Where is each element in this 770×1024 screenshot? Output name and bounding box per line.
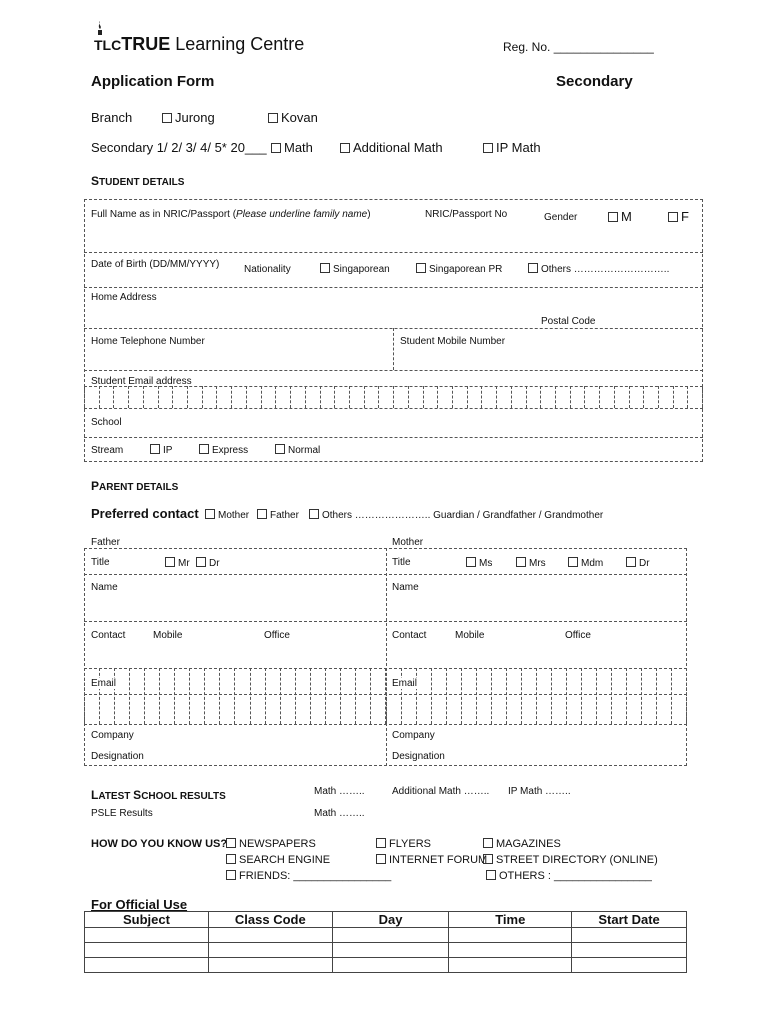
checkbox[interactable] (376, 854, 386, 864)
checkbox[interactable] (257, 509, 267, 519)
parent-details-heading: PARENT DETAILS (91, 479, 179, 493)
checkbox[interactable] (320, 263, 330, 273)
subject-additional-math[interactable]: Additional Math (340, 140, 443, 155)
results-heading: LATEST SCHOOL RESULTS (91, 788, 226, 802)
checkbox[interactable] (528, 263, 538, 273)
checkbox[interactable] (309, 509, 319, 519)
checkbox[interactable] (626, 557, 636, 567)
table-header-row (85, 912, 687, 928)
col-class-code: Class Code (208, 912, 332, 928)
father-designation-label: Designation (91, 751, 144, 762)
brand-mark: TLC (94, 37, 122, 53)
mother-email-label: Email (392, 678, 418, 689)
mother-contact-label: Contact (392, 630, 427, 641)
results-add-math: Additional Math …….. (392, 786, 490, 797)
father-mobile-label: Mobile (153, 630, 183, 641)
psle-math: Math …….. (314, 808, 365, 819)
checkbox[interactable] (486, 870, 496, 880)
postal-code-label: Postal Code (541, 316, 596, 327)
student-email-label: Student Email address (91, 376, 192, 387)
checkbox[interactable] (516, 557, 526, 567)
results-math: Math …….. (314, 786, 365, 797)
checkbox[interactable] (196, 557, 206, 567)
father-email-grid[interactable] (84, 668, 386, 724)
mother-title-label: Title (392, 557, 411, 568)
father-office-label: Office (264, 630, 290, 641)
mother-name-label: Name (392, 582, 419, 593)
dob-label: Date of Birth (DD/MM/YYYY) (91, 259, 220, 270)
stream-label: Stream (91, 445, 124, 456)
checkbox[interactable] (226, 854, 236, 864)
gender-m[interactable]: M (608, 209, 632, 224)
table-row (85, 943, 687, 958)
father-name-label: Name (91, 582, 118, 593)
checkbox[interactable] (275, 444, 285, 454)
nationality-label: Nationality (244, 264, 291, 275)
checkbox[interactable] (268, 113, 278, 123)
checkbox[interactable] (150, 444, 160, 454)
brand-bold: TRUE (121, 34, 171, 54)
mother-office-label: Office (565, 630, 591, 641)
referral-flyers[interactable]: FLYERS (376, 838, 431, 850)
father-contact-label: Contact (91, 630, 126, 641)
student-email-grid[interactable] (84, 386, 703, 408)
brand-rest: Learning Centre (170, 34, 305, 54)
referral-search-engine[interactable]: SEARCH ENGINE (226, 854, 330, 866)
referral-internet-forum[interactable]: INTERNET FORUM (376, 854, 487, 866)
checkbox[interactable] (416, 263, 426, 273)
checkbox[interactable] (466, 557, 476, 567)
father-title-dr[interactable]: Dr (196, 557, 220, 569)
stream-normal[interactable]: Normal (275, 444, 320, 456)
col-subject: Subject (85, 912, 209, 928)
form-title: Application Form (91, 73, 215, 90)
mother-designation-label: Designation (392, 751, 445, 762)
checkbox[interactable] (340, 143, 350, 153)
checkbox[interactable] (376, 838, 386, 848)
checkbox[interactable] (226, 838, 236, 848)
referral-street-directory[interactable]: STREET DIRECTORY (ONLINE) (483, 854, 658, 866)
col-start-date: Start Date (572, 912, 687, 928)
official-use-table (84, 911, 687, 973)
level-title: Secondary (556, 73, 633, 90)
secondary-label: Secondary 1/ 2/ 3/ 4/ 5* 20___ (91, 140, 267, 155)
branch-kovan[interactable]: Kovan (268, 110, 318, 125)
checkbox[interactable] (668, 212, 678, 222)
referral-magazines[interactable]: MAGAZINES (483, 838, 561, 850)
subject-ip-math[interactable]: IP Math (483, 140, 541, 155)
stream-ip[interactable]: IP (150, 444, 172, 456)
mother-title-mdm[interactable]: Mdm (568, 557, 603, 569)
mother-heading: Mother (392, 537, 424, 548)
student-details-heading: STUDENT DETAILS (91, 174, 185, 188)
mother-mobile-label: Mobile (455, 630, 485, 641)
father-company-label: Company (91, 730, 134, 741)
branch-jurong[interactable]: Jurong (162, 110, 215, 125)
table-row (85, 958, 687, 973)
mother-title-dr[interactable]: Dr (626, 557, 650, 569)
table-row (85, 928, 687, 943)
referral-newspapers[interactable]: NEWSPAPERS (226, 838, 316, 850)
reg-no: Reg. No. _______________ (503, 40, 654, 54)
home-tel-label: Home Telephone Number (91, 336, 205, 347)
checkbox[interactable] (608, 212, 618, 222)
checkbox[interactable] (483, 143, 493, 153)
mother-title-mrs[interactable]: Mrs (516, 557, 546, 569)
subject-math[interactable]: Math (271, 140, 313, 155)
brand-name (94, 34, 304, 55)
checkbox[interactable] (483, 838, 493, 848)
referral-heading: HOW DO YOU KNOW US? (91, 838, 228, 850)
checkbox[interactable] (205, 509, 215, 519)
student-mobile-label: Student Mobile Number (400, 336, 506, 347)
father-email-label: Email (91, 678, 117, 689)
preferred-contact-label: Preferred contact (91, 506, 199, 521)
checkbox[interactable] (162, 113, 172, 123)
checkbox[interactable] (199, 444, 209, 454)
nationality-pr[interactable]: Singaporean PR (416, 263, 502, 275)
gender-f[interactable]: F (668, 209, 689, 224)
checkbox[interactable] (483, 854, 493, 864)
full-name-label: Full Name as in NRIC/Passport (Please underline family name) (91, 209, 371, 220)
father-title-mr[interactable]: Mr (165, 557, 190, 569)
branch-label: Branch (91, 110, 133, 125)
official-use-heading: For Official Use (91, 897, 188, 912)
referral-friends[interactable]: FRIENDS: ________________ (226, 870, 391, 882)
checkbox[interactable] (271, 143, 281, 153)
col-time: Time (449, 912, 572, 928)
home-address-label: Home Address (91, 292, 157, 303)
checkbox[interactable] (226, 870, 236, 880)
school-label: School (91, 417, 122, 428)
checkbox[interactable] (165, 557, 175, 567)
results-ip-math: IP Math …….. (508, 786, 571, 797)
psle-label: PSLE Results (91, 808, 153, 819)
preferred-father[interactable]: Father (257, 509, 299, 521)
father-title-label: Title (91, 557, 110, 568)
gender-label: Gender (544, 212, 578, 223)
col-day: Day (332, 912, 449, 928)
stream-express[interactable]: Express (199, 444, 248, 456)
checkbox[interactable] (568, 557, 578, 567)
nric-label: NRIC/Passport No (425, 209, 508, 220)
father-heading: Father (91, 537, 120, 548)
nationality-singaporean[interactable]: Singaporean (320, 263, 390, 275)
mother-company-label: Company (392, 730, 435, 741)
nationality-others[interactable]: Others ……………………….. (528, 263, 669, 275)
preferred-others[interactable]: Others ………………….. Guardian / Grandfather / Grandmother (309, 509, 603, 521)
mother-title-ms[interactable]: Ms (466, 557, 492, 569)
mother-email-grid[interactable] (386, 668, 687, 724)
referral-others[interactable]: OTHERS : ________________ (486, 870, 652, 882)
preferred-mother[interactable]: Mother (205, 509, 249, 521)
